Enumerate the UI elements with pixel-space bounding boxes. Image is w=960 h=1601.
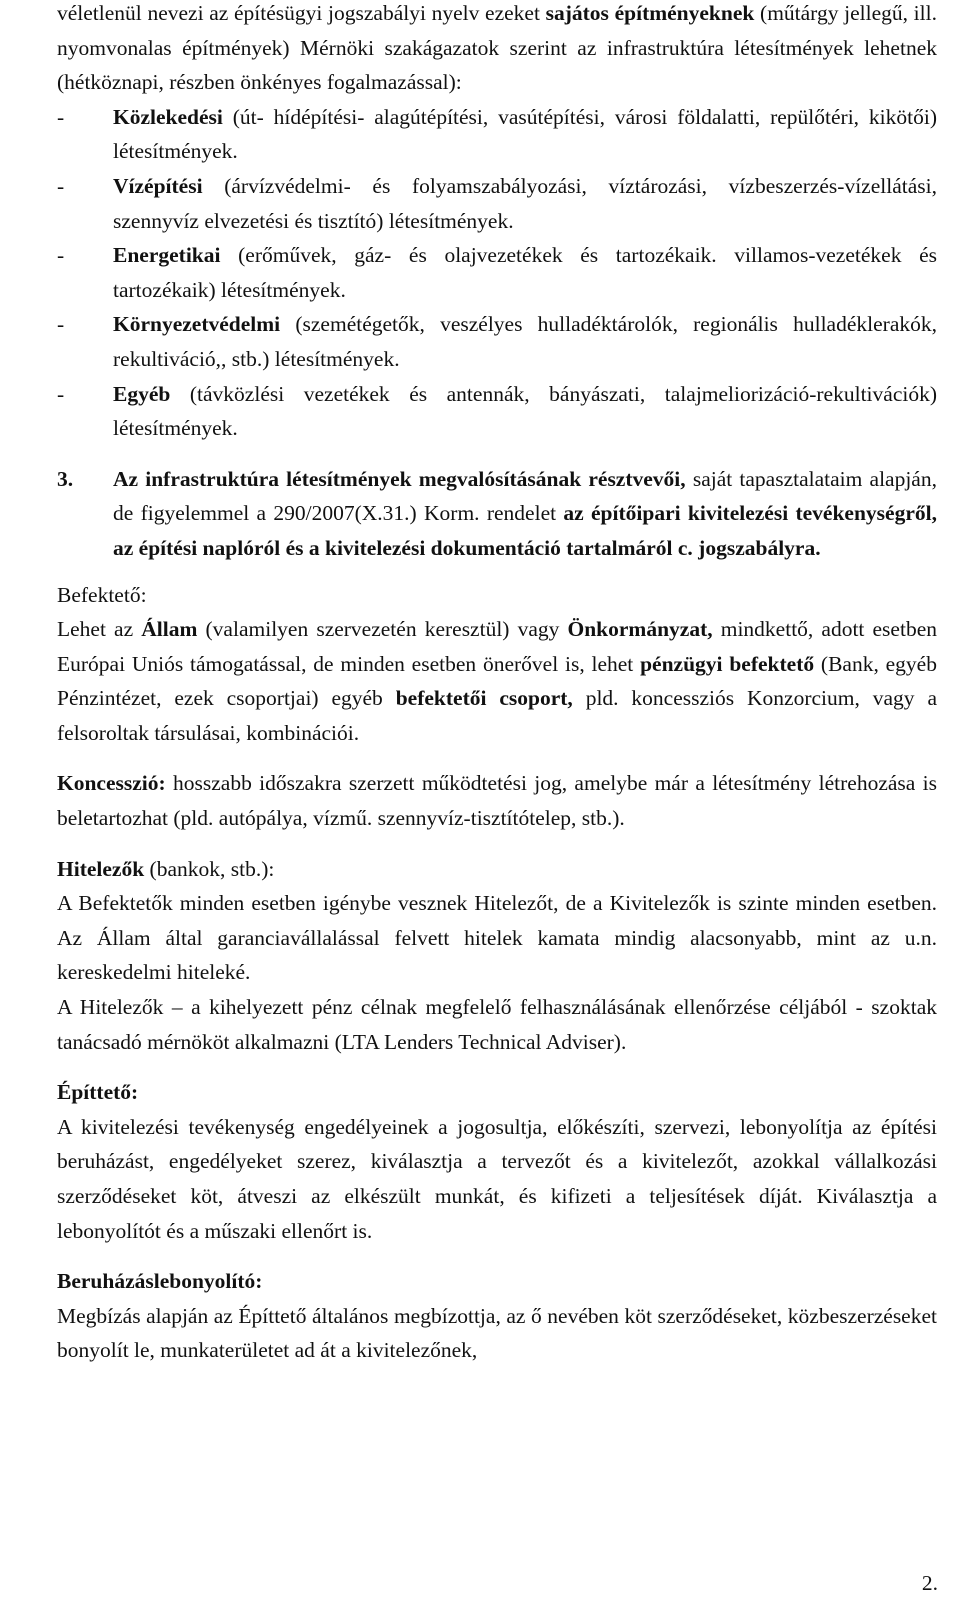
paragraph-text: Lehet az (57, 617, 142, 642)
beruhazaslebonyolito-paragraph: Megbízás alapján az Építtető általános megbízottja, az ő nevében köt szerződéseket, közbeszerzéseket bonyolít le, munkaterületet ad át a kivitelezőnek, (57, 1303, 937, 1363)
section-number: 3. (57, 466, 74, 491)
bold-term: Önkormányzat, (567, 617, 713, 642)
regulation-title: az építőipari kivitelezési tevékenységről, az építési naplóról és a kivitelezési dokumentáció tartalmáról c. jogszabályra. (113, 501, 937, 560)
list-dash: - (57, 104, 65, 129)
document-page (57, 0, 937, 1368)
befekteto-label: Befektető: (57, 582, 147, 607)
beruhazaslebonyolito-label: Beruházáslebonyolító: (57, 1269, 263, 1294)
category-item-kozlekedesi (57, 100, 937, 169)
section-text: saját tapasztalataim alapján, de figyelemmel a 290/2007(X.31.) Korm. rendelet (113, 466, 937, 526)
befekteto-label-line (57, 578, 937, 613)
epitteto-label-line (57, 1075, 937, 1110)
hitelezok-label: Hitelezők (57, 856, 145, 881)
category-name: Közlekedési (113, 104, 223, 129)
befekteto-paragraph (57, 612, 937, 750)
list-dash: - (57, 381, 65, 406)
category-name: Energetikai (113, 243, 221, 268)
epitteto-label: Építtető: (57, 1080, 139, 1105)
paragraph-text: (Bank, egyéb Pénzintézet, ezek csoportjai) egyéb (57, 651, 937, 711)
koncesszio-label: Koncesszió: (57, 771, 166, 796)
section-heading: Az infrastruktúra létesítmények megvalósításának résztvevői, (113, 466, 686, 491)
bold-term: Állam (141, 617, 198, 642)
category-description: (út- hídépítési- alagútépítési, vasútépítési, városi földalatti, repülőtéri, kikötői) létesítmények. (113, 104, 937, 164)
label-suffix: (bankok, stb.): (144, 856, 275, 881)
paragraph-text: hosszabb időszakra szerzett működtetési jog, amelybe már a létesítmény létrehozása is beletartozhat (pld. autópálya, vízmű. szennyvíz-tisztítótelep, stb.). (57, 771, 937, 831)
category-description: (távközlési vezetékek és antennák, bányászati, talajmeliorizáció-rekultivációk) létesítmények. (113, 381, 937, 441)
koncesszio-paragraph (57, 766, 937, 835)
category-name: Egyéb (113, 381, 171, 406)
hitelezok-paragraph-1: A Befektetők minden esetben igénybe vesznek Hitelezőt, de a Kivitelezők is szinte minden esetben. Az Állam által garanciavállalással felvett hitelek kamata mindig alacsonyabb, mint az u.n. kereskedelmi hiteleké. (57, 891, 937, 985)
category-item-vizepitesi (57, 169, 937, 238)
page-number: 2. (921, 1571, 938, 1595)
hitelezok-label-line (57, 852, 937, 887)
category-description: (árvízvédelmi- és folyamszabályozási, víztározási, vízbeszerzés-vízellátási, szennyvíz elvezetési és tisztító) létesítmények. (113, 173, 937, 233)
bold-term: pénzügyi befektető (640, 651, 815, 676)
epitteto-paragraph: A kivitelezési tevékenység engedélyeinek a jogosultja, előkészíti, szervezi, lebonyolítja az építési beruházást, engedélyeket szerez, kiválasztja a tervezőt és a kivitelezőt, azokkal vállalkozási szerződéseket köt, átveszi az elkészült munkát, és kifizeti a teljesítések díját. Kiválasztja a lebonyolítót és a műszaki ellenőrt is. (57, 1114, 937, 1243)
section-3 (57, 462, 937, 566)
bold-term: befektetői csoport, (395, 686, 573, 711)
intro-text: véletlenül nevezi az építésügyi jogszabályi nyelv ezeket (57, 1, 546, 25)
intro-text-rest: (műtárgy jellegű, ill. nyomvonalas építmények) Mérnöki szakágazatok szerint az infrastruktúra létesítmények lehetnek (hétköznapi, részben önkényes fogalmazással): (57, 1, 937, 95)
list-dash: - (57, 312, 65, 337)
category-item-energetikai (57, 238, 937, 307)
list-dash: - (57, 243, 65, 268)
category-name: Vízépítési (113, 173, 203, 198)
intro-bold-term: sajátos építményeknek (545, 1, 755, 25)
list-dash: - (57, 173, 65, 198)
intro-paragraph (57, 0, 937, 100)
category-item-kornyezetvedelmi (57, 307, 937, 376)
paragraph-text: (valamilyen szervezetén keresztül) vagy (197, 617, 568, 642)
category-name: Környezetvédelmi (113, 312, 281, 337)
paragraph-text: pld. koncessziós Konzorcium, vagy a felsoroltak társulásai, kombinációi. (57, 686, 937, 745)
beruhazaslebonyolito-label-line (57, 1264, 937, 1299)
category-description: (szemétégetők, veszélyes hulladéktárolók, regionális hulladéklerakók, rekultiváció,, stb.) létesítmények. (113, 312, 937, 371)
category-item-egyeb (57, 377, 937, 446)
paragraph-text: mindkettő, adott esetben Európai Uniós támogatással, de minden esetben önerővel is, lehet (57, 617, 937, 676)
hitelezok-paragraph-2: A Hitelezők – a kihelyezett pénz célnak megfelelő felhasználásának ellenőrzése céljából - szoktak tanácsadó mérnököt alkalmazni (LTA Lenders Technical Adviser). (57, 995, 937, 1054)
category-description: (erőművek, gáz- és olajvezetékek és tartozékaik. villamos-vezetékek és tartozékaik) létesítmények. (113, 243, 937, 302)
